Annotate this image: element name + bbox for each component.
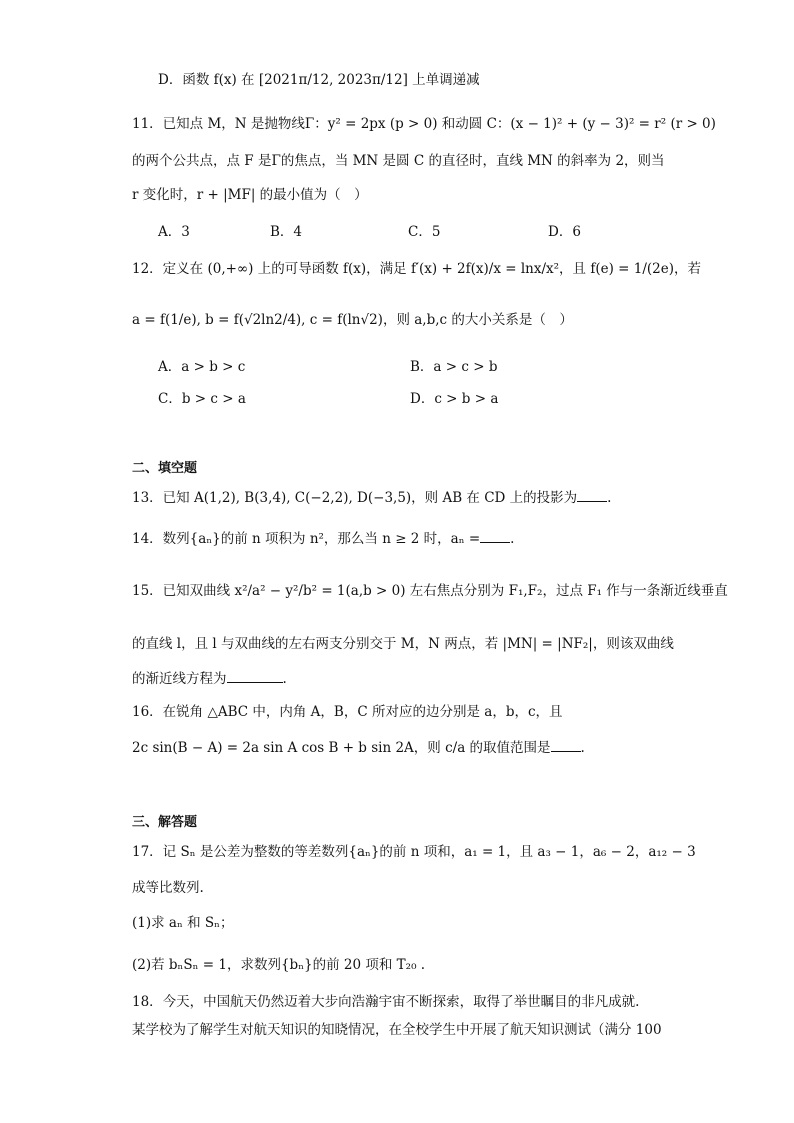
q12-option-d: D．c > b > a xyxy=(410,391,499,407)
q16-line2: 2c sin(B − A) = 2a sin A cos B + b sin 2A，则 c/a 的取值范围是 . xyxy=(132,737,585,758)
section-solution: 三、解答题 xyxy=(132,815,198,830)
q14-blank xyxy=(480,528,510,543)
q11-line1: 11．已知点 M，N 是抛物线Γ：y² = 2px (p > 0) 和动圆 C：(x − 1)² + (y − 3)² = r² (r > 0) xyxy=(132,116,716,132)
q15-line1: 15．已知双曲线 x²/a² − y²/b² = 1(a,b > 0) 左右焦点分别为 F₁,F₂，过点 F₁ 作与一条渐近线垂直 xyxy=(132,583,728,599)
section-fill-in: 二、填空题 xyxy=(132,461,198,476)
q11-line3: r 变化时，r + |MF| 的最小值为（ ） xyxy=(132,187,368,203)
q17-line2: 成等比数列. xyxy=(132,880,204,896)
q15-blank xyxy=(227,668,283,683)
q17-part1: (1)求 aₙ 和 Sₙ； xyxy=(132,915,234,931)
q11-option-b: B．4 xyxy=(270,224,303,240)
q16-blank xyxy=(551,737,581,752)
option-d-q10: D．函数 f(x) 在 [2021π/12, 2023π/12] 上单调递减 xyxy=(158,72,480,88)
q17-line1: 17．记 Sₙ 是公差为整数的等差数列{aₙ}的前 n 项和，a₁ = 1，且 a₃ − 1，a₆ − 2，a₁₂ − 3 xyxy=(132,844,696,860)
q14-text: 14．数列{aₙ}的前 n 项积为 n²，那么当 n ≥ 2 时，aₙ = xyxy=(132,531,481,547)
q11-option-d: D．6 xyxy=(548,224,581,240)
q11-option-c: C．5 xyxy=(408,224,441,240)
q12-option-c: C．b > c > a xyxy=(158,391,246,407)
q13-blank xyxy=(577,487,607,502)
q12-line2: a = f(1/e), b = f(√2ln2/4), c = f(ln√2)，则 a,b,c 的大小关系是（ ） xyxy=(132,312,573,328)
q11-option-a: A．3 xyxy=(158,224,190,240)
q15-text: 的渐近线方程为 xyxy=(132,671,227,687)
q15-line2: 的直线 l，且 l 与双曲线的左右两支分别交于 M，N 两点，若 |MN| = |NF₂|，则该双曲线 xyxy=(132,636,674,652)
q13-text: 13．已知 A(1,2), B(3,4), C(−2,2), D(−3,5)，则 AB 在 CD 上的投影为 xyxy=(132,490,578,506)
q11-line2: 的两个公共点，点 F 是Γ的焦点，当 MN 是圆 C 的直径时，直线 MN 的斜率为 2，则当 xyxy=(132,153,665,169)
q16-text: 2c sin(B − A) = 2a sin A cos B + b sin 2A，则 c/a 的取值范围是 xyxy=(132,740,551,756)
q16-line1: 16．在锐角 △ABC 中，内角 A，B，C 所对应的边分别是 a，b，c，且 xyxy=(132,704,563,720)
q13-line: 13．已知 A(1,2), B(3,4), C(−2,2), D(−3,5)，则 AB 在 CD 上的投影为 . xyxy=(132,487,611,508)
q18-line1: 18．今天，中国航天仍然迈着大步向浩瀚宇宙不断探索，取得了举世瞩目的非凡成就. xyxy=(132,994,640,1010)
q17-part2: (2)若 bₙSₙ = 1，求数列{bₙ}的前 20 项和 T₂₀ . xyxy=(132,957,426,973)
q15-line3: 的渐近线方程为 . xyxy=(132,668,287,689)
q18-line2: 某学校为了解学生对航天知识的知晓情况，在全校学生中开展了航天知识测试（满分 100 xyxy=(132,1022,662,1038)
q12-option-b: B．a > c > b xyxy=(410,359,498,375)
q14-line: 14．数列{aₙ}的前 n 项积为 n²，那么当 n ≥ 2 时，aₙ = . xyxy=(132,528,514,549)
q12-line1: 12．定义在 (0,+∞) 上的可导函数 f(x)，满足 f′(x) + 2f(x)/x = lnx/x²，且 f(e) = 1/(2e)，若 xyxy=(132,261,702,277)
q12-option-a: A．a > b > c xyxy=(158,359,246,375)
